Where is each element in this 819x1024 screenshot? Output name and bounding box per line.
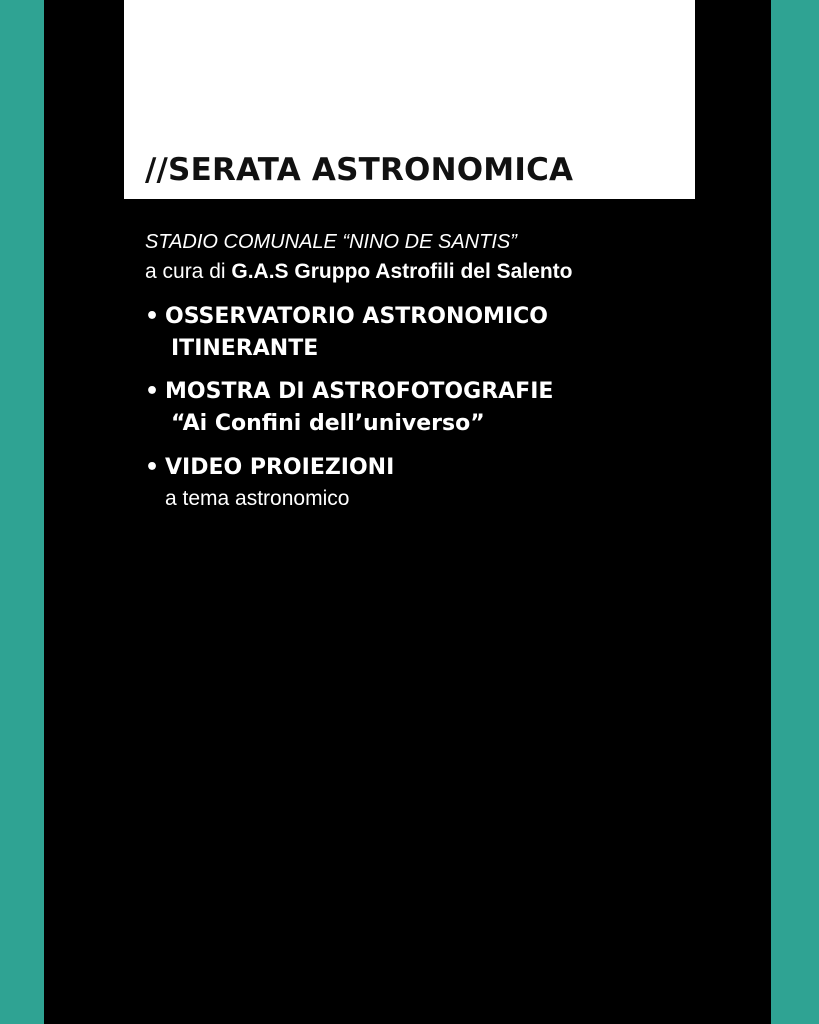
organizer-prefix: a cura di	[145, 260, 226, 283]
organizer-name: G.A.S Gruppo Astrofili del Salento	[231, 260, 573, 283]
venue-text: STADIO COMUNALE “NINO DE SANTIS”	[145, 231, 517, 253]
list-item-subtitle: “Ai Confini dell’universo”	[171, 411, 485, 436]
list-item-title: OSSERVATORIO ASTRONOMICO	[165, 304, 548, 329]
list-item-video	[145, 452, 394, 514]
poster-panel	[44, 0, 771, 1024]
list-item-exhibition	[145, 376, 553, 440]
list-item-observatory	[145, 301, 548, 365]
bullet-icon: •	[145, 304, 160, 329]
organizer-line	[145, 259, 572, 285]
list-item-title: MOSTRA DI ASTROFOTOGRAFIE	[165, 379, 554, 404]
list-item-title-continued: ITINERANTE	[171, 336, 319, 361]
list-item-title: VIDEO PROIEZIONI	[165, 455, 395, 480]
page-title: //SERATA ASTRONOMICA	[145, 152, 574, 188]
list-item-subtitle: a tema astronomico	[165, 487, 350, 510]
title-box	[124, 0, 695, 199]
bullet-icon: •	[145, 379, 160, 404]
bullet-icon: •	[145, 455, 160, 480]
